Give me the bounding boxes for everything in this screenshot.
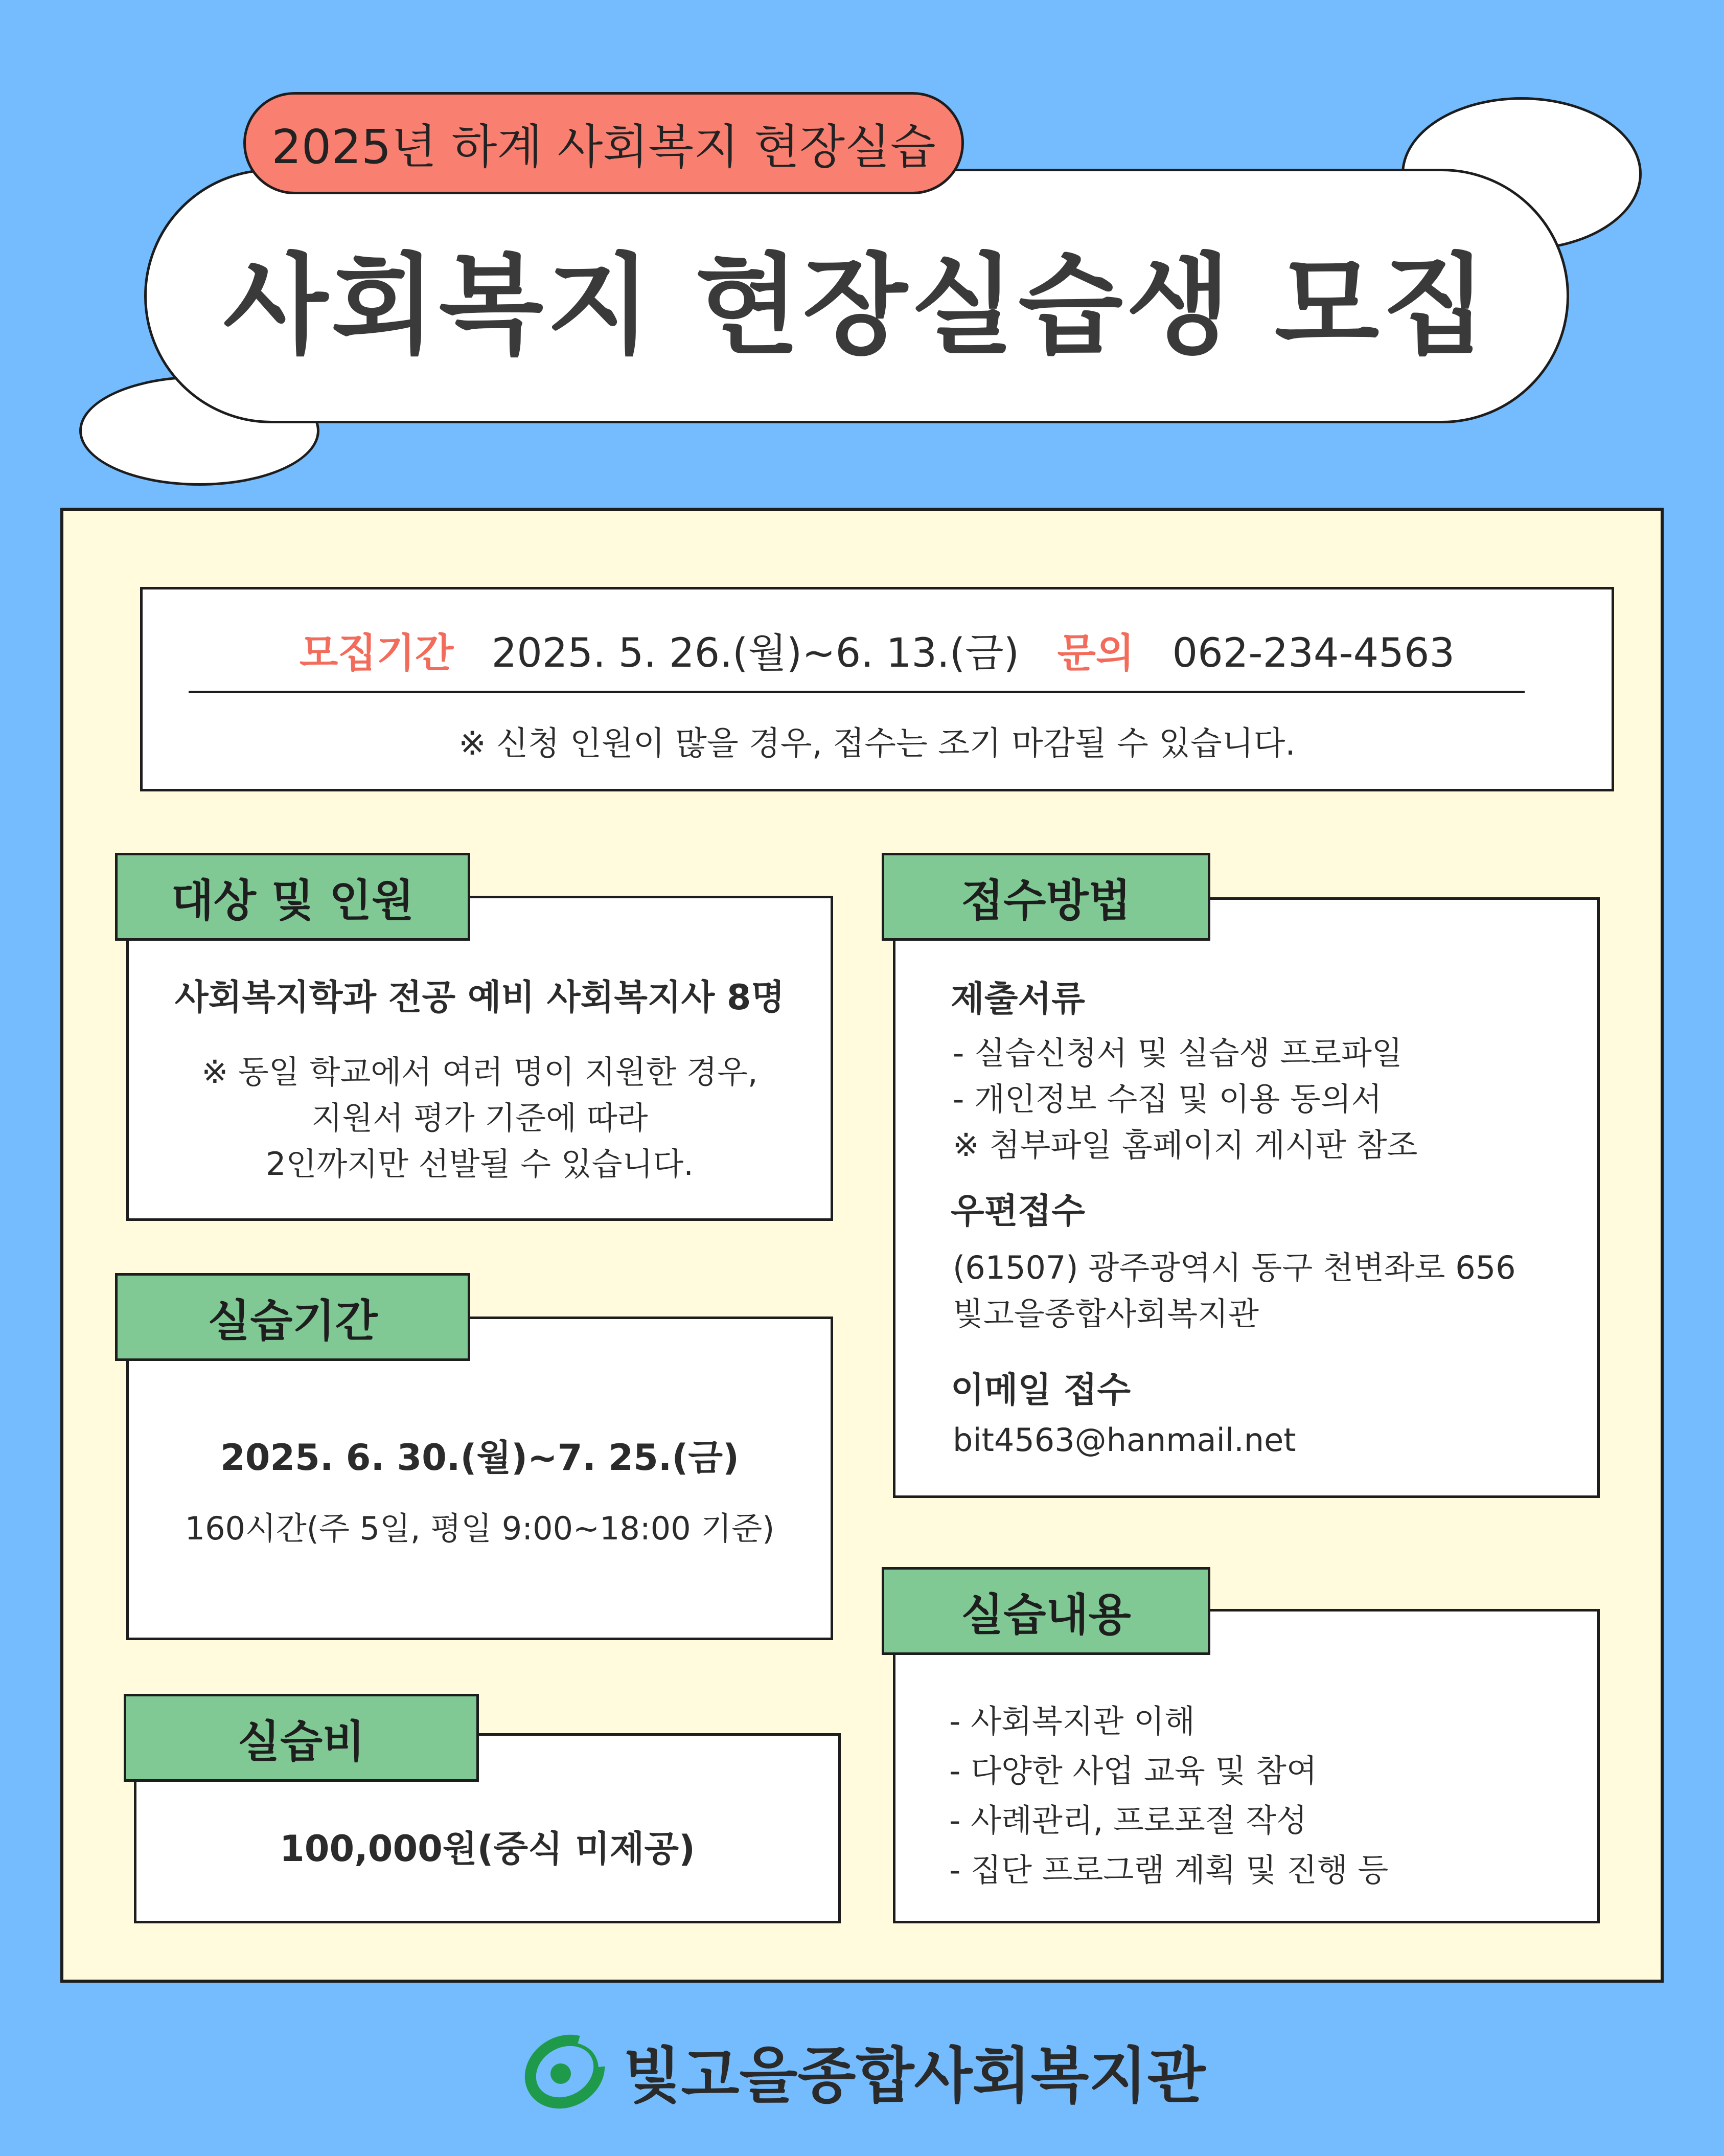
target-tag: 대상 및 인원	[115, 853, 470, 941]
period-label: 모집기간	[299, 630, 454, 676]
content-box	[893, 1609, 1600, 1923]
content-item: - 집단 프로그램 계획 및 진행 등	[949, 1851, 1389, 1889]
content-item: - 다양한 사업 교육 및 참여	[949, 1752, 1317, 1789]
target-note: 2인까지만 선발될 수 있습니다.	[266, 1145, 694, 1183]
recruit-info-row	[143, 621, 1612, 678]
post-recipient: 빛고을종합사회복지관	[953, 1295, 1259, 1332]
period-tag: 실습기간	[115, 1273, 470, 1361]
post-title: 우편접수	[951, 1191, 1085, 1232]
post-address: (61507) 광주광역시 동구 천변좌로 656	[953, 1249, 1516, 1286]
docs-item: - 개인정보 수집 및 이용 동의서	[953, 1080, 1382, 1118]
period-box	[126, 1317, 833, 1640]
contact-label: 문의	[1057, 630, 1135, 676]
org-name: 빛고을종합사회복지관	[623, 2040, 1206, 2111]
apply-box	[893, 897, 1600, 1498]
apply-tag: 접수방법	[882, 853, 1210, 941]
email-title: 이메일 접수	[951, 1370, 1131, 1411]
page-title: 사회복지 현장실습생 모집	[223, 242, 1490, 369]
footer	[0, 2019, 1724, 2122]
period-hours: 160시간(주 5일, 평일 9:00~18:00 기준)	[185, 1510, 775, 1547]
docs-item: - 실습신청서 및 실습생 프로파일	[953, 1034, 1403, 1072]
docs-item: ※ 첨부파일 홈페이지 게시판 참조	[953, 1126, 1418, 1164]
target-box	[126, 896, 833, 1221]
email-address[interactable]: bit4563@hanmail.net	[953, 1421, 1296, 1459]
target-note: ※ 동일 학교에서 여러 명이 지원한 경우,	[201, 1053, 758, 1091]
content-item: - 사례관리, 프로포절 작성	[949, 1802, 1307, 1839]
target-note: 지원서 평가 기준에 따라	[311, 1099, 648, 1137]
contact-phone: 062-234-4563	[1172, 630, 1455, 676]
orbit-logo-icon	[519, 2025, 611, 2117]
early-close-notice: ※ 신청 인원이 많을 경우, 접수는 조기 마감될 수 있습니다.	[458, 725, 1296, 763]
content-tag: 실습내용	[882, 1567, 1210, 1655]
target-headline: 사회복지학과 전공 예비 사회복지사 8명	[174, 978, 785, 1018]
fee-amount: 100,000원(중식 미제공)	[280, 1828, 695, 1870]
period-dates: 2025. 6. 30.(월)~7. 25.(금)	[220, 1437, 739, 1479]
recruit-info-box	[140, 587, 1614, 791]
period-value: 2025. 5. 26.(월)~6. 13.(금)	[491, 630, 1020, 676]
title-banner	[144, 169, 1569, 423]
docs-title: 제출서류	[951, 979, 1085, 1019]
divider	[189, 691, 1525, 693]
content-item: - 사회복지관 이해	[949, 1703, 1196, 1740]
subtitle-badge: 2025년 하계 사회복지 현장실습	[243, 92, 964, 194]
fee-tag: 실습비	[124, 1694, 479, 1782]
